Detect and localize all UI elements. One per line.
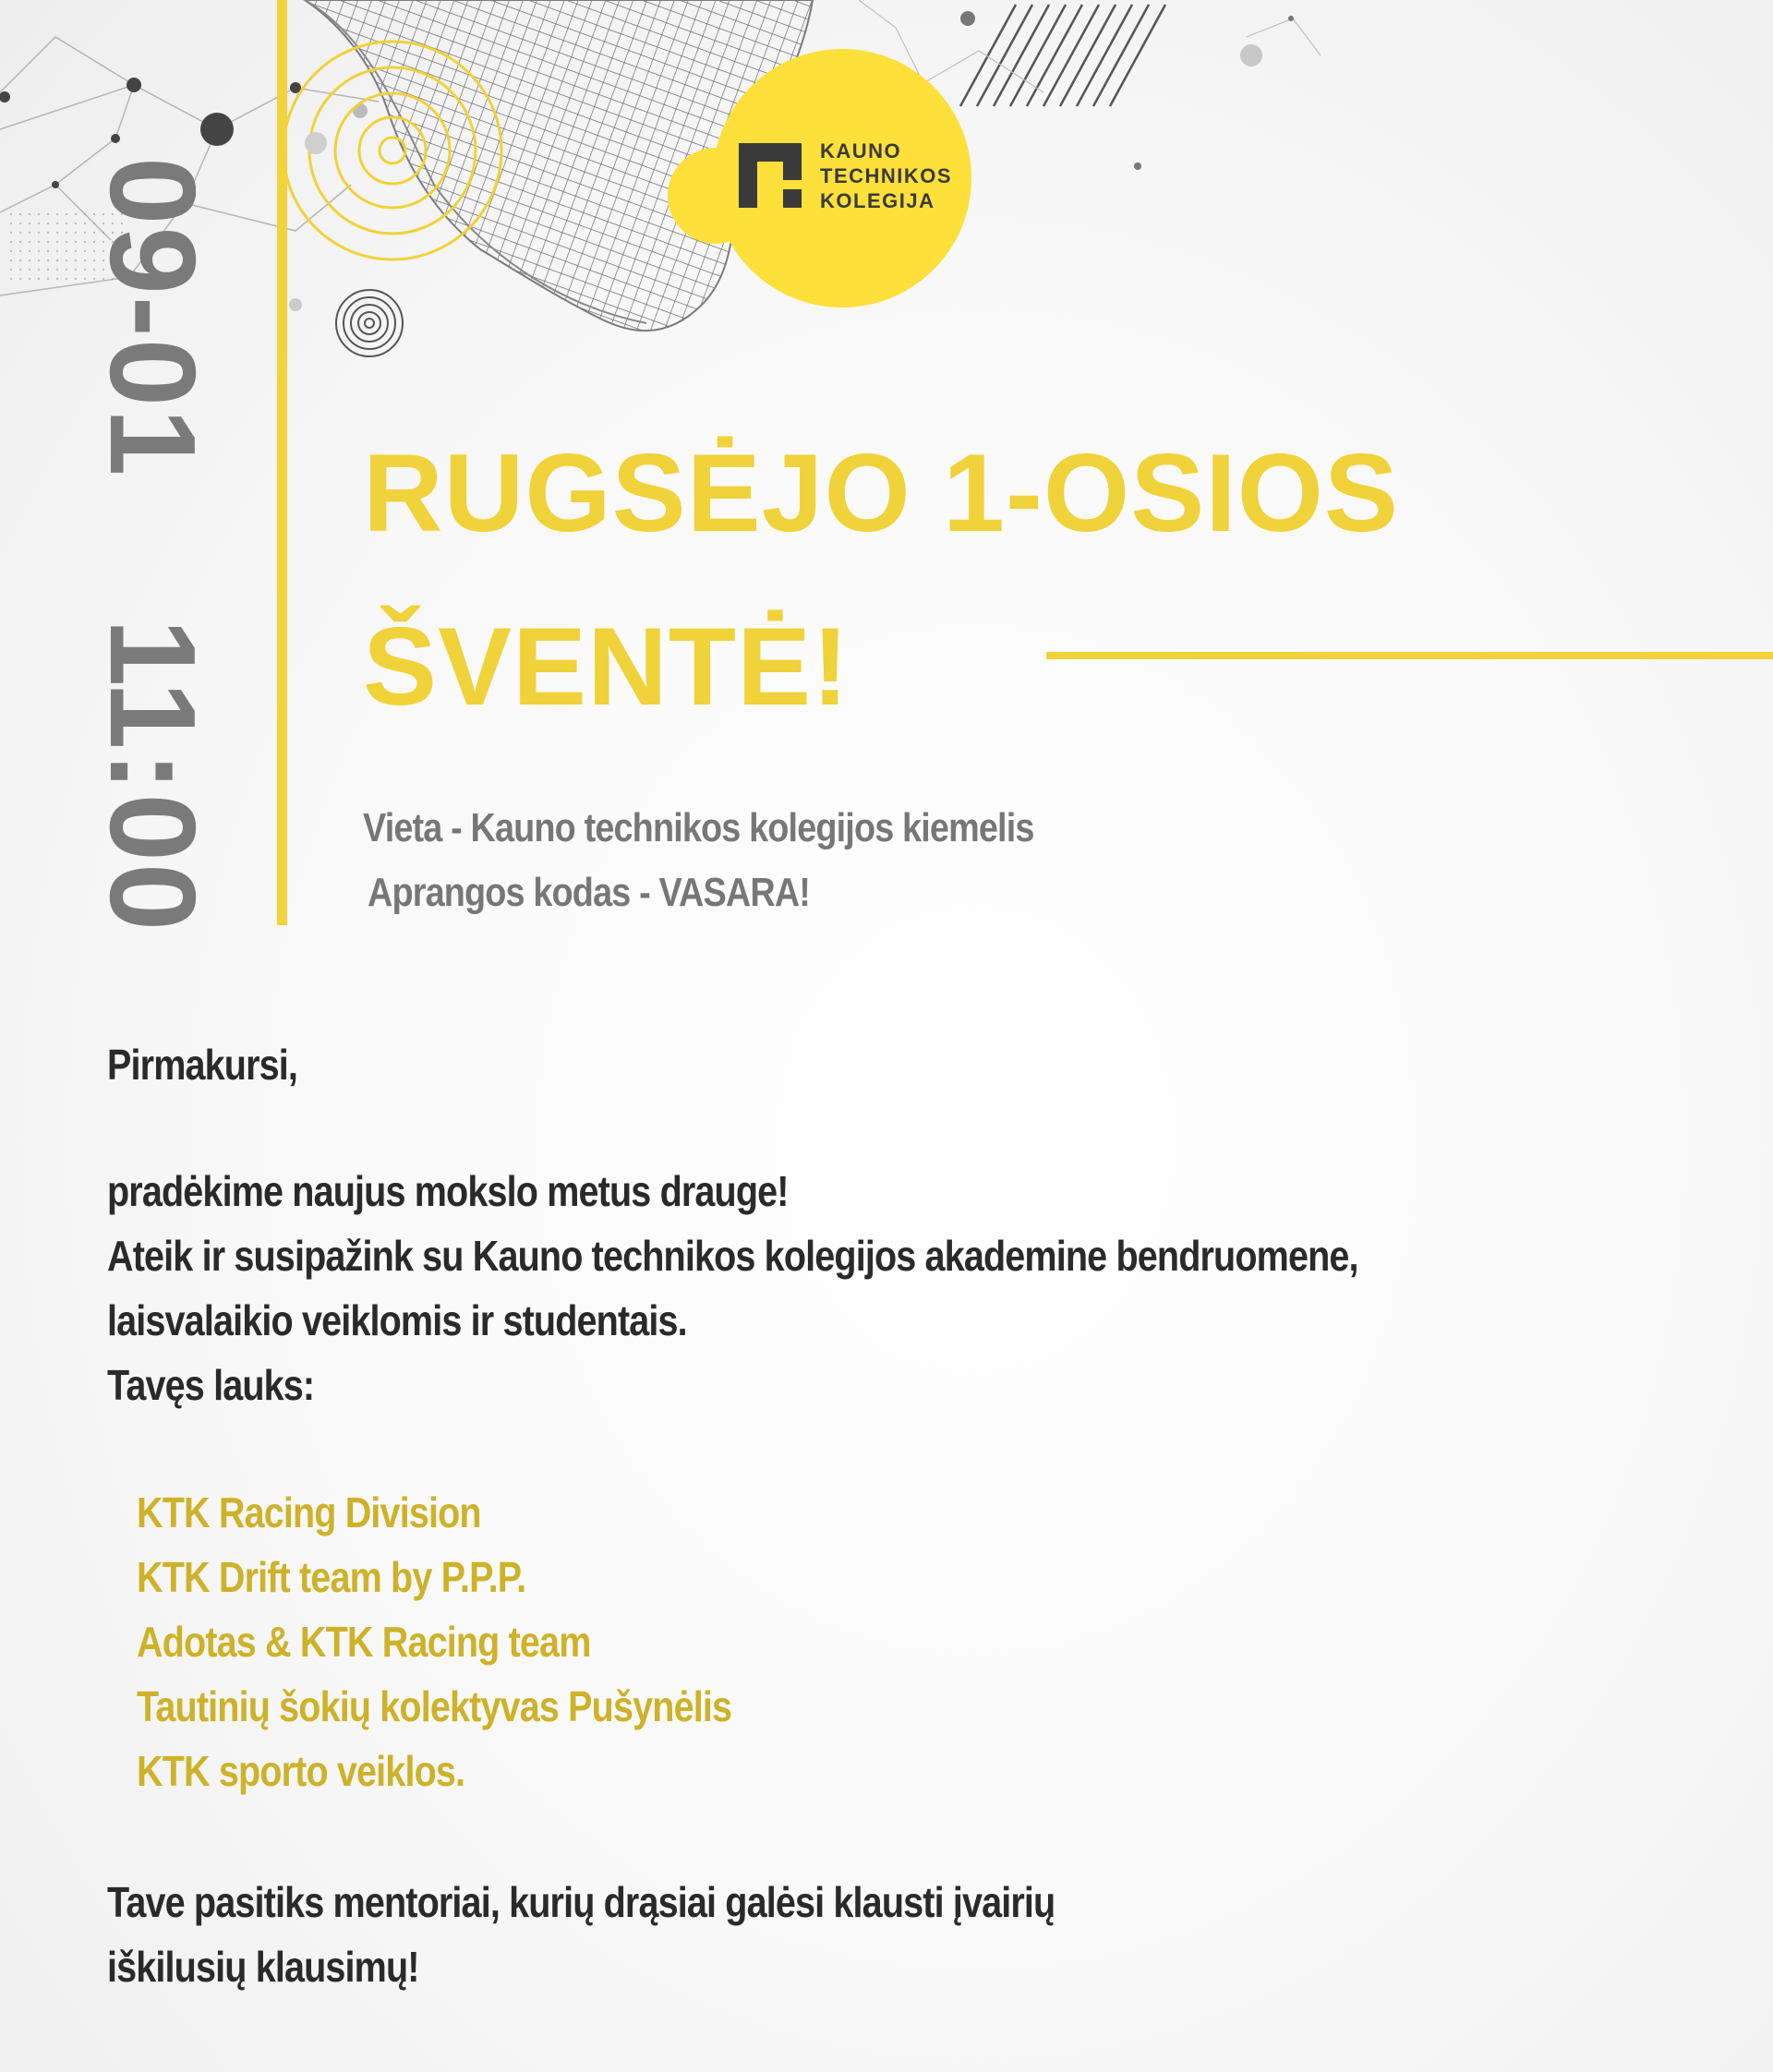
invitation-line-1: pradėkime naujus mokslo metus drauge! — [107, 1167, 789, 1215]
logo-line-3: KOLEGIJA — [820, 189, 935, 212]
activity-item: Tautinių šokių kolektyvas Pušynėlis — [137, 1682, 732, 1730]
title-line-1: RUGSĖJO 1-OSIOS — [363, 431, 1399, 555]
diagonal-lines — [960, 5, 1165, 106]
date-label: 09-01 — [85, 157, 221, 478]
activity-item: KTK sporto veiklos. — [137, 1747, 465, 1795]
gray-target — [336, 290, 403, 356]
closing-line-2: iškilusių klausimų! — [107, 1943, 419, 1991]
title-underline — [1046, 652, 1773, 659]
event-title — [363, 406, 1399, 753]
closing-line-1: Tave pasitiks mentoriai, kurių drąsiai galėsi klausti įvairių — [107, 1878, 1055, 1926]
date-time-column — [85, 157, 221, 934]
title-line-2: ŠVENTĖ! — [363, 605, 850, 729]
invitation-line-4: Tavęs lauks: — [107, 1361, 315, 1409]
invitation-text — [107, 1159, 1358, 1417]
activity-item: KTK Drift team by P.P.P. — [137, 1553, 526, 1601]
vertical-accent-line — [277, 0, 287, 925]
logo-line-1: KAUNO — [820, 139, 902, 163]
activity-item: Adotas & KTK Racing team — [137, 1618, 591, 1666]
logo-text — [820, 139, 952, 213]
activities-list — [137, 1480, 731, 1803]
logo-line-2: TECHNIKOS — [820, 164, 953, 187]
invitation-line-2: Ateik ir susipažink su Kauno technikos kolegijos akademine bendruomene, — [107, 1232, 1358, 1280]
place-info: Vieta - Kauno technikos kolegijos kiemelis — [363, 805, 1034, 850]
logo-mark-icon — [739, 143, 802, 208]
greeting: Pirmakursi, — [107, 1041, 298, 1089]
activity-item: KTK Racing Division — [137, 1488, 481, 1536]
invitation-line-3: laisvalaikio veiklomis ir studentais. — [107, 1296, 687, 1344]
closing-text — [107, 1870, 1055, 1999]
dress-code-info: Aprangos kodas - VASARA! — [368, 870, 811, 915]
time-label: 11:00 — [85, 619, 221, 934]
